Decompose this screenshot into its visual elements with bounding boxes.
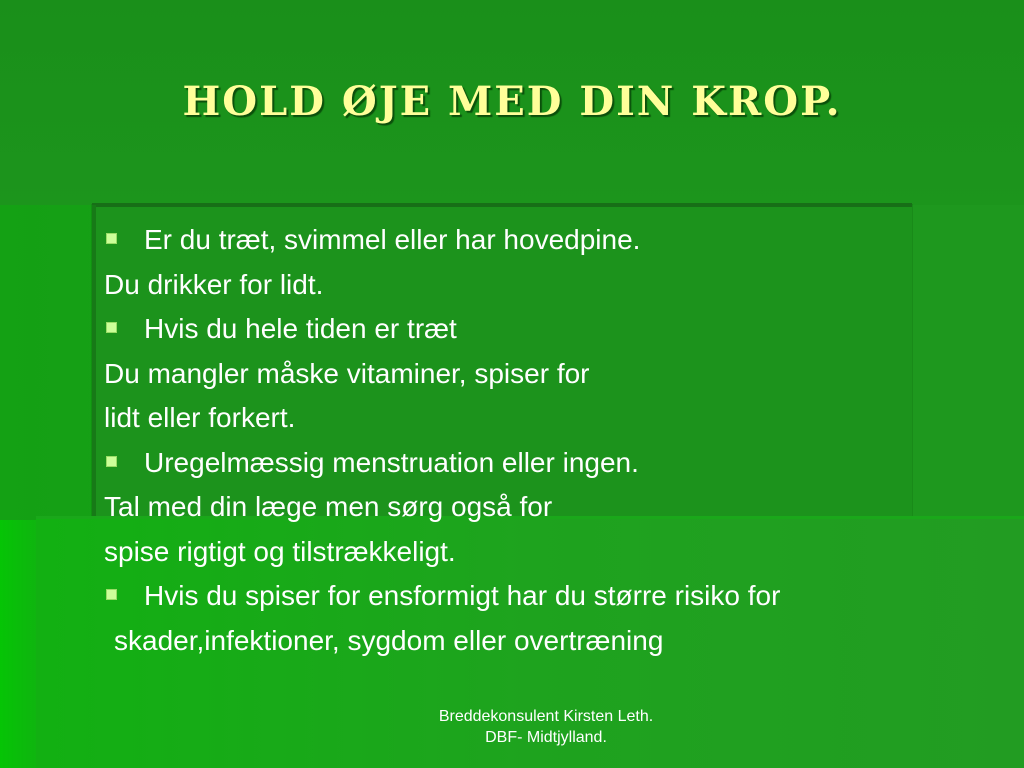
slide-body — [104, 218, 984, 663]
background-panel-top-edge — [92, 203, 912, 207]
body-line — [104, 441, 984, 486]
body-line — [104, 485, 984, 530]
body-line-text: Du mangler måske vitaminer, spiser for — [104, 357, 590, 389]
body-line-text: Tal med din læge men sørg også for — [104, 491, 553, 522]
background-left-strip — [0, 520, 36, 768]
body-line — [104, 352, 984, 397]
body-line-text: Hvis du spiser for ensformigt har du større risiko for — [144, 580, 781, 611]
body-line — [104, 396, 984, 441]
slide-footer — [360, 706, 732, 748]
body-line-text: Du drikker for lidt. — [104, 268, 324, 300]
body-line-text: Er du træt, svimmel eller har hovedpine. — [144, 224, 641, 255]
body-line-text: Uregelmæssig menstruation eller ingen. — [144, 446, 639, 478]
body-line — [104, 218, 984, 263]
body-line-text: spise rigtigt og tilstrækkeligt. — [104, 535, 456, 567]
body-line — [104, 307, 984, 352]
body-line — [104, 574, 984, 619]
slide-title: HOLD ØJE MED DIN KROP. — [182, 78, 842, 125]
square-bullet-icon — [106, 589, 117, 600]
body-line-text: skader,infektioner, sygdom eller overtræning — [114, 624, 664, 656]
body-line — [104, 263, 984, 308]
square-bullet-icon — [106, 456, 117, 467]
square-bullet-icon — [106, 322, 117, 333]
square-bullet-icon — [106, 233, 117, 244]
body-line-text: lidt eller forkert. — [104, 402, 296, 433]
body-line-text: Hvis du hele tiden er træt — [144, 313, 457, 344]
footer-author: Breddekonsulent Kirsten Leth. — [438, 708, 654, 725]
body-line — [104, 530, 984, 575]
background-panel-left-edge — [92, 205, 96, 525]
footer-organization: DBF- Midtjylland. — [485, 729, 607, 746]
body-line — [104, 619, 984, 664]
